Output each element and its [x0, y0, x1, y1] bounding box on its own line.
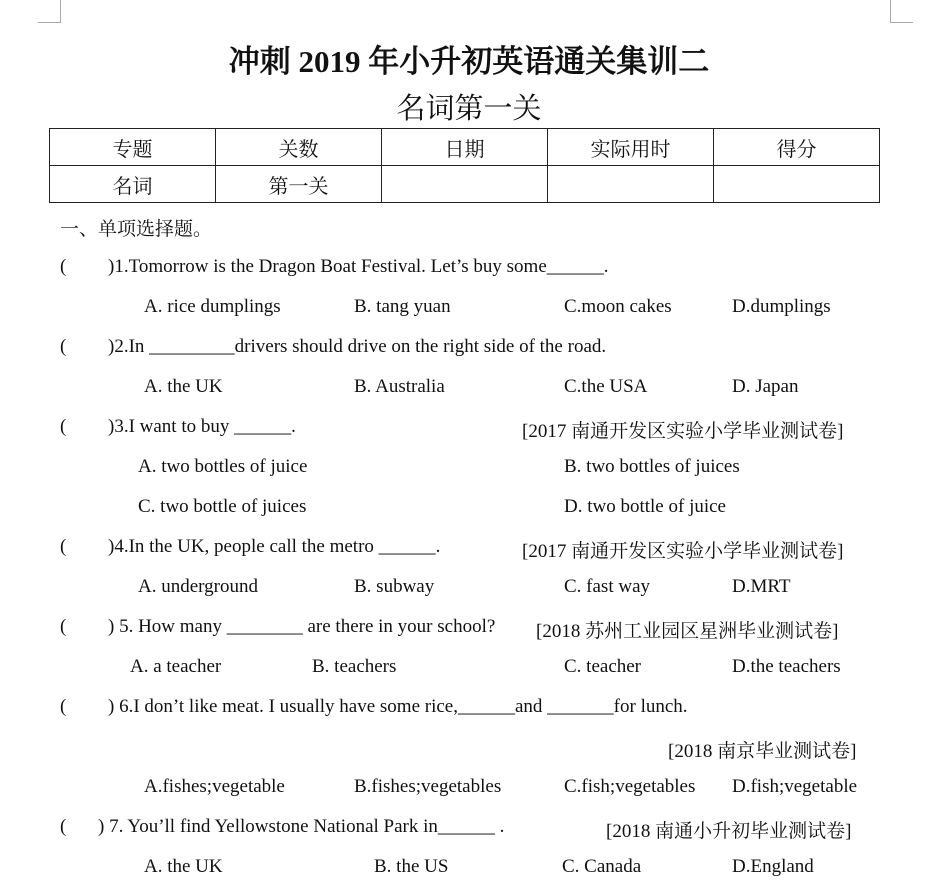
option-d: D.dumplings: [732, 296, 831, 317]
option-a: A. the UK: [144, 376, 223, 397]
page-corner-mark-left: [38, 0, 61, 23]
table-cell: [382, 166, 548, 203]
option-d: D. Japan: [732, 376, 799, 397]
table-cell: [714, 166, 880, 203]
answer-paren: (: [60, 416, 67, 437]
answer-paren: (: [60, 256, 67, 277]
question-stem: ) 7. You’ll find Yellowstone National Park in______ .: [98, 816, 505, 837]
answer-paren: (: [60, 536, 67, 557]
header-cell: 专题: [50, 129, 216, 166]
option-c: C. teacher: [564, 656, 642, 677]
option-d: D.fish;vegetable: [732, 776, 858, 797]
option-a: A. rice dumplings: [144, 296, 281, 317]
answer-paren: (: [60, 336, 67, 357]
page-corner-mark-right: [890, 0, 913, 23]
question-stem: )3.I want to buy ______.: [108, 416, 296, 437]
document-title: 冲刺 2019 年小升初英语通关集训二: [228, 44, 710, 79]
option-c: C. fast way: [564, 576, 651, 597]
info-table-header-row: [50, 129, 880, 166]
document-subtitle: 名词第一关: [396, 93, 542, 125]
option-d: D.MRT: [732, 576, 791, 597]
answer-paren: (: [60, 616, 67, 637]
question-source: [2017 南通开发区实验小学毕业测试卷]: [522, 421, 844, 442]
question-source: [2018 南通小升初毕业测试卷]: [606, 821, 852, 842]
question-stem: )1.Tomorrow is the Dragon Boat Festival. Let’s buy some______.: [108, 256, 609, 277]
option-c: C. Canada: [562, 856, 642, 877]
option-c: C.fish;vegetables: [564, 776, 696, 797]
question-stem: )2.In _________drivers should drive on the right side of the road.: [108, 336, 607, 357]
question-source: [2018 苏州工业园区星洲毕业测试卷]: [536, 621, 839, 642]
option-b: B. subway: [354, 576, 435, 597]
table-cell: 名词: [50, 166, 216, 203]
option-d: D.the teachers: [732, 656, 841, 677]
option-a: A.fishes;vegetable: [144, 776, 285, 797]
option-c: C.moon cakes: [564, 296, 672, 317]
option-d: D.England: [732, 856, 814, 877]
section-heading: 一、单项选择题。: [60, 219, 213, 240]
option-b: B. the US: [374, 856, 449, 877]
option-b: B. tang yuan: [354, 296, 451, 317]
question-source: [2018 南京毕业测试卷]: [668, 741, 857, 762]
option-b: B. two bottles of juices: [564, 456, 740, 477]
option-a: A. a teacher: [130, 656, 222, 677]
info-table-row: [50, 166, 880, 203]
info-table: [49, 128, 880, 203]
table-cell: 第一关: [216, 166, 382, 203]
question-stem: ) 5. How many ________ are there in your school?: [108, 616, 496, 637]
header-cell: 实际用时: [548, 129, 714, 166]
option-b: B. teachers: [312, 656, 397, 677]
header-cell: 得分: [714, 129, 880, 166]
header-cell: 日期: [382, 129, 548, 166]
table-cell: [548, 166, 714, 203]
option-a: A. underground: [138, 576, 258, 597]
option-a: A. the UK: [144, 856, 223, 877]
question-stem: ) 6.I don’t like meat. I usually have some rice,______and _______for lunch.: [108, 696, 688, 717]
option-c: C. two bottle of juices: [138, 496, 307, 517]
question-stem: )4.In the UK, people call the metro ______.: [108, 536, 441, 557]
answer-paren: (: [60, 696, 67, 717]
answer-paren: (: [60, 816, 67, 837]
option-b: B. Australia: [354, 376, 445, 397]
option-c: C.the USA: [564, 376, 648, 397]
question-source: [2017 南通开发区实验小学毕业测试卷]: [522, 541, 844, 562]
header-cell: 关数: [216, 129, 382, 166]
option-a: A. two bottles of juice: [138, 456, 308, 477]
option-b: B.fishes;vegetables: [354, 776, 502, 797]
option-d: D. two bottle of juice: [564, 496, 726, 517]
